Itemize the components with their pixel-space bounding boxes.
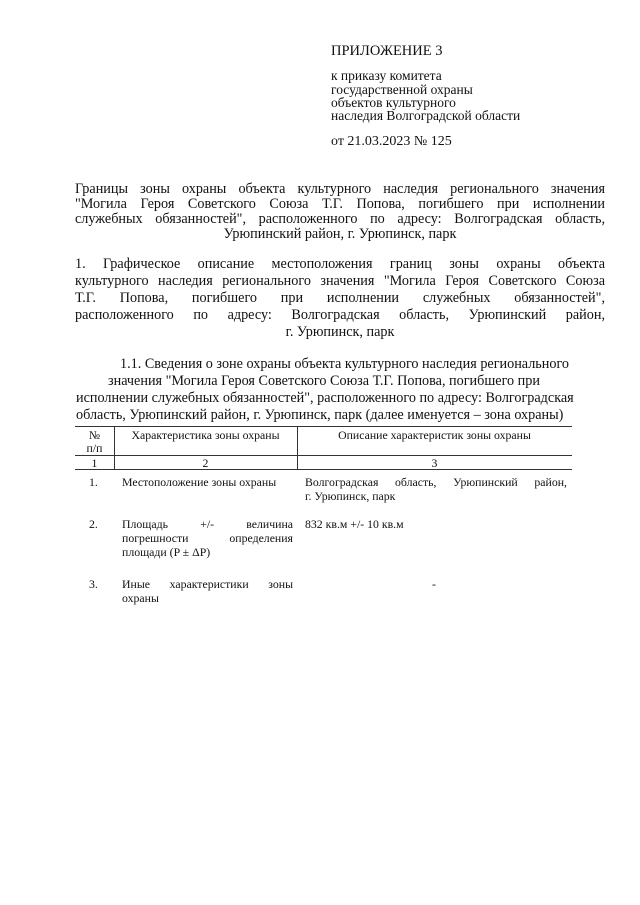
order-date-number: от 21.03.2023 № 125 bbox=[331, 134, 452, 149]
header-num-line-2: п/п bbox=[86, 441, 103, 455]
row2-description: 832 кв.м +/- 10 кв.м bbox=[305, 517, 404, 531]
section1-line-5: г. Урюпинск, парк bbox=[285, 324, 395, 340]
row1-characteristic: Местоположение зоны охраны bbox=[122, 475, 277, 489]
document-title-line-4: Урюпинский район, г. Урюпинск, парк bbox=[223, 226, 457, 242]
colnum-3: 3 bbox=[431, 456, 438, 470]
section11-line-1: 1.1. Сведения о зоне охраны объекта культурного наследия регионального bbox=[120, 356, 570, 372]
appendix-title: ПРИЛОЖЕНИЕ 3 bbox=[331, 43, 443, 59]
row3-characteristic-line-1: Иные характеристики зоны bbox=[122, 577, 293, 591]
header-characteristic: Характеристика зоны охраны bbox=[131, 428, 280, 442]
section11-line-2: значения "Могила Героя Советского Союза Т.Г. Попова, погибшего при bbox=[108, 373, 540, 389]
section1-line-1: 1. Графическое описание местоположения границ зоны охраны объекта bbox=[75, 256, 605, 272]
row3-characteristic-line-2: охраны bbox=[122, 591, 159, 605]
order-reference-line-1: к приказу комитета bbox=[331, 68, 442, 83]
order-reference-line-2: государственной охраны bbox=[331, 82, 473, 97]
row2-characteristic-line-1: Площадь +/- величина bbox=[122, 517, 293, 531]
row3-description: - bbox=[432, 577, 436, 591]
table-top-border bbox=[75, 426, 572, 427]
row1-description-line-1: Волгоградская область, Урюпинский район, bbox=[305, 475, 567, 489]
document-title-line-2: "Могила Героя Советского Союза Т.Г. Попова, погибшего при исполнении bbox=[75, 196, 605, 212]
document-title-line-1: Границы зоны охраны объекта культурного наследия регионального значения bbox=[75, 181, 605, 197]
colnum-1: 1 bbox=[91, 456, 98, 470]
section11-line-4: область, Урюпинский район, г. Урюпинск, парк (далее именуется – зона охраны) bbox=[76, 407, 564, 423]
header-num-line-1: № bbox=[88, 428, 101, 442]
section1-line-2: культурного наследия регионального значения "Могила Героя Советского Союза bbox=[75, 273, 605, 289]
row3-num: 3. bbox=[89, 577, 98, 591]
row2-characteristic-line-3: площади (P ± ΔP) bbox=[122, 545, 211, 559]
header-description: Описание характеристик зоны охраны bbox=[338, 428, 531, 442]
order-reference-line-3: объектов культурного bbox=[331, 95, 456, 110]
document-title-line-3: служебных обязанностей", расположенного по адресу: Волгоградская область, bbox=[75, 211, 605, 227]
row2-characteristic-line-2: погрешности определения bbox=[122, 531, 293, 545]
row1-num: 1. bbox=[89, 475, 98, 489]
section1-line-4: расположенного по адресу: Волгоградская область, Урюпинский район, bbox=[75, 307, 605, 323]
row2-num: 2. bbox=[89, 517, 98, 531]
section11-line-3: исполнении служебных обязанностей", расположенного по адресу: Волгоградская bbox=[76, 390, 574, 406]
section1-line-3: Т.Г. Попова, погибшего при исполнении служебных обязанностей", bbox=[75, 290, 605, 306]
row1-description-line-2: г. Урюпинск, парк bbox=[305, 489, 396, 503]
colnum-2: 2 bbox=[202, 456, 209, 470]
order-reference-line-4: наследия Волгоградской области bbox=[331, 108, 521, 123]
